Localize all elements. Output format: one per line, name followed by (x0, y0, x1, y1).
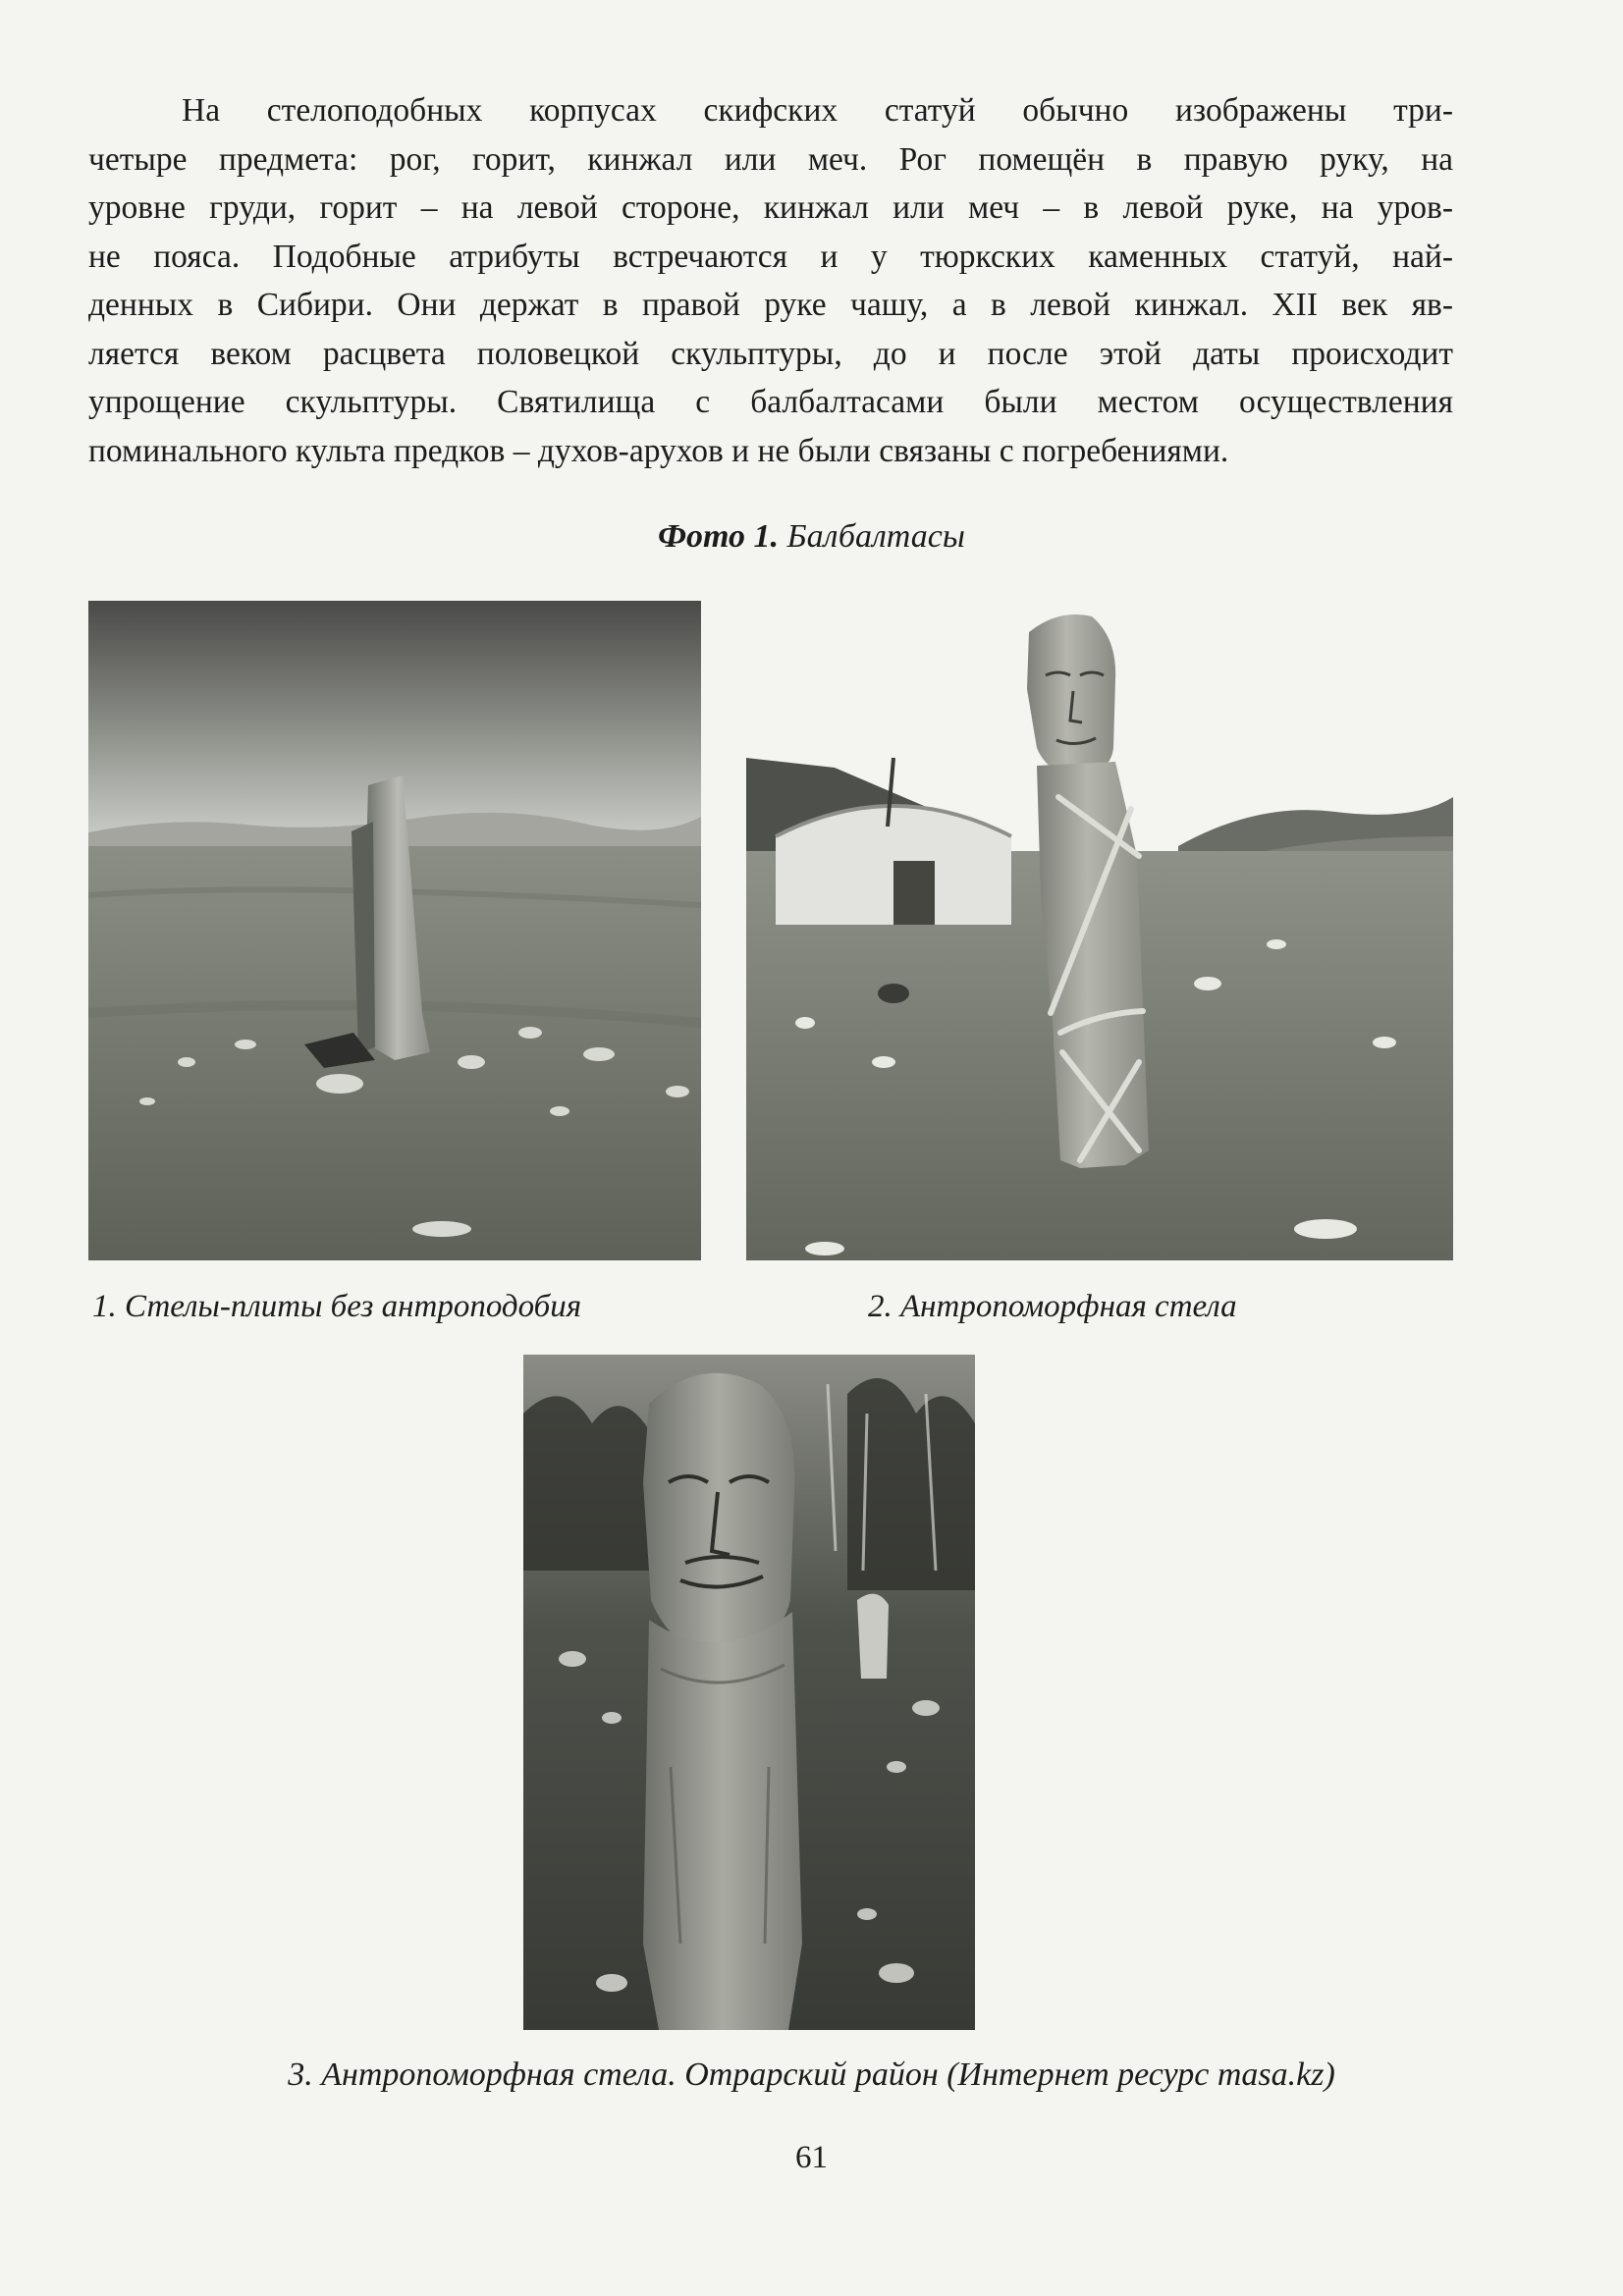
page-number: 61 (795, 2140, 828, 2175)
body-line: поминального культа предков – духов-арухов и не были связаны с погребениями. (88, 432, 1229, 469)
photo-anthropomorphic-stele-otrar (523, 1355, 975, 2030)
figure-title (0, 518, 1623, 556)
photo1-caption: 1. Стелы-плиты без антроподобия (92, 1289, 582, 1324)
body-line: На стелоподобных корпусах скифских статуй обычно изображены три- (182, 92, 1453, 129)
figure-label: Фото 1. (658, 518, 780, 555)
photo2-caption: 2. Антропоморфная стела (868, 1289, 1237, 1324)
body-line: денных в Сибири. Они держат в правой руке чашу, а в левой кинжал. XII век яв- (88, 287, 1453, 323)
body-line: уровне груди, горит – на левой стороне, кинжал или меч – в левой руке, на уров- (88, 189, 1453, 226)
body-line: не пояса. Подобные атрибуты встречаются и у тюркских каменных статуй, най- (88, 238, 1453, 275)
photo-slab-stele (88, 601, 701, 1260)
photo3-caption: 3. Антропоморфная стела. Отрарский район (Интернет ресурс masa.kz) (288, 2056, 1335, 2093)
body-paragraph (88, 86, 1453, 475)
photo-anthropomorphic-stele-yurt (746, 601, 1453, 1260)
body-line: упрощение скульптуры. Святилища с балбалтасами были местом осуществления (88, 384, 1453, 420)
body-line: четыре предмета: рог, горит, кинжал или меч. Рог помещён в правую руку, на (88, 140, 1453, 178)
body-line: ляется веком расцвета половецкой скульптуры, до и после этой даты происходит (88, 335, 1453, 372)
figure-name: Балбалтасы (786, 518, 965, 555)
